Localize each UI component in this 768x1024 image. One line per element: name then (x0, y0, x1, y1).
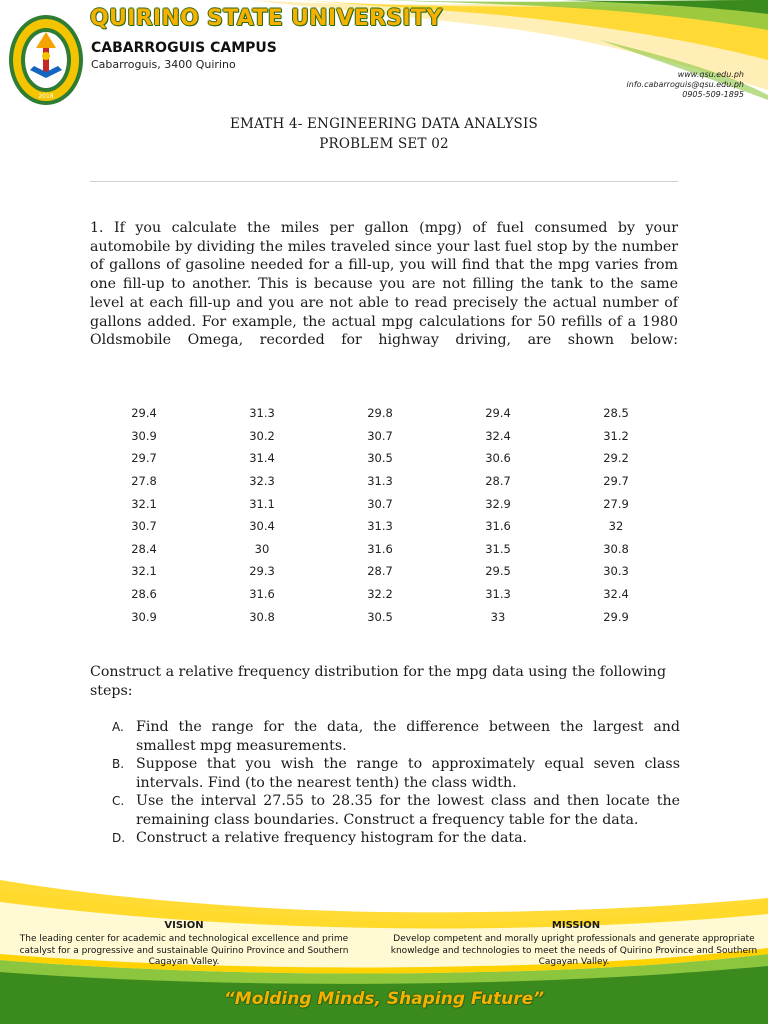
table-cell: 28.7 (367, 564, 393, 579)
step-item (112, 718, 680, 755)
table-cell: 30.9 (131, 609, 157, 624)
step-marker: A. (112, 720, 124, 734)
table-cell: 29.9 (603, 609, 629, 624)
table-row (85, 492, 675, 515)
table-cell: 31.3 (367, 474, 393, 489)
mission-text: Develop competent and morally upright professionals and generate appropriate knowledge and technologies to meet the needs of Quirino Province and Southern Cagayan Valley. (390, 934, 758, 967)
university-seal-logo (6, 8, 86, 108)
table-cell: 29.5 (485, 564, 511, 579)
table-cell: 30.7 (367, 428, 393, 443)
course-title: EMATH 4- ENGINEERING DATA ANALYSIS (230, 116, 538, 132)
website-link[interactable]: www.qsu.edu.ph (677, 70, 744, 79)
table-cell: 28.6 (131, 587, 157, 602)
table-cell: 28.7 (485, 474, 511, 489)
table-cell: 32.1 (131, 564, 157, 579)
table-row (85, 583, 675, 606)
steps-list (112, 718, 680, 848)
contact-block (627, 70, 744, 100)
table-cell: 31.3 (249, 406, 275, 421)
step-text: Suppose that you wish the range to approximately equal seven class intervals. Find (to the nearest tenth) the class width. (136, 756, 680, 791)
table-cell: 28.5 (603, 406, 629, 421)
vision-text: The leading center for academic and technological excellence and prime catalyst for a progressive and sustainable Quirino Province and Southern Cagayan Valley. (19, 934, 349, 967)
table-cell: 31.6 (485, 519, 511, 534)
table-row (85, 402, 675, 425)
table-cell: 30.9 (131, 428, 157, 443)
table-row (85, 560, 675, 583)
campus-address: Cabarroguis, 3400 Quirino (91, 58, 236, 71)
instruction-text: Construct a relative frequency distribution for the mpg data using the following steps: (90, 664, 667, 699)
table-row (85, 447, 675, 470)
table-cell: 32.4 (485, 428, 511, 443)
step-marker: B. (112, 757, 125, 771)
step-text: Construct a relative frequency histogram for the data. (136, 830, 528, 846)
table-cell: 29.2 (603, 451, 629, 466)
step-text: Find the range for the data, the difference between the largest and smallest mpg measurements. (136, 719, 680, 754)
table-cell: 30.5 (367, 451, 393, 466)
table-cell: 32.9 (485, 496, 511, 511)
email-link[interactable]: info.cabarroguis@qsu.edu.ph (626, 80, 744, 89)
table-cell: 32.1 (131, 496, 157, 511)
table-cell: 31.5 (485, 541, 511, 556)
table-cell: 30.4 (249, 519, 275, 534)
table-cell: 30.6 (485, 451, 511, 466)
table-cell: 31.6 (367, 541, 393, 556)
step-text: Use the interval 27.55 to 28.35 for the lowest class and then locate the remaining class boundaries. Construct a frequency table for the data. (136, 793, 680, 828)
problem-set-title: PROBLEM SET 02 (319, 136, 449, 152)
table-cell: 30 (254, 541, 270, 556)
step-marker: C. (112, 794, 125, 808)
table-cell: 27.8 (131, 474, 157, 489)
mission-heading: MISSION (551, 920, 601, 931)
step-item (112, 755, 680, 792)
table-cell: 29.4 (485, 406, 511, 421)
table-cell: 30.8 (603, 541, 629, 556)
mpg-data-table (85, 402, 675, 628)
table-cell: 32.4 (603, 587, 629, 602)
table-cell: 31.3 (367, 519, 393, 534)
table-cell: 31.6 (249, 587, 275, 602)
table-cell: 29.8 (367, 406, 393, 421)
table-row (85, 515, 675, 538)
table-cell: 31.2 (603, 428, 629, 443)
table-cell: 31.4 (249, 451, 275, 466)
slogan: “Molding Minds, Shaping Future” (223, 989, 545, 1009)
university-name: QUIRINO STATE UNIVERSITY (90, 6, 443, 31)
table-cell: 31.3 (485, 587, 511, 602)
vision-heading: VISION (164, 920, 204, 931)
table-cell: 30.2 (249, 428, 275, 443)
table-cell: 30.5 (367, 609, 393, 624)
divider (90, 181, 678, 182)
step-marker: D. (112, 831, 126, 845)
table-cell: 28.4 (131, 541, 157, 556)
step-item (112, 829, 680, 848)
table-cell: 32.3 (249, 474, 275, 489)
step-item (112, 792, 680, 829)
phone-number: 0905-509-1895 (682, 90, 744, 99)
table-row (85, 425, 675, 448)
table-row (85, 538, 675, 561)
table-cell: 31.1 (249, 496, 275, 511)
table-cell: 29.7 (603, 474, 629, 489)
table-cell: 30.7 (131, 519, 157, 534)
campus-name: CABARROGUIS CAMPUS (91, 40, 277, 56)
table-cell: 30.3 (603, 564, 629, 579)
table-cell: 32 (608, 519, 624, 534)
table-cell: 30.7 (367, 496, 393, 511)
seal-year: 2018 (38, 93, 54, 100)
table-cell: 29.3 (249, 564, 275, 579)
table-cell: 29.4 (131, 406, 157, 421)
table-row (85, 605, 675, 628)
problem-1-text: 1. If you calculate the miles per gallon (mpg) of fuel consumed by your automobile by dividing the miles traveled since your last fuel stop by the number of gallons of gasoline needed for a fill-up, you will find that the mpg varies from one fill-up to another. This is because you are not filling the tank to the same level at each fill-up and you are not able to read precisely the actual number of gallons added. For example, the actual mpg calculations for 50 refills of a 1980 Oldsmobile Omega, recorded for highway driving, are shown below: (90, 220, 678, 349)
table-cell: 33 (490, 609, 506, 624)
table-cell: 32.2 (367, 587, 393, 602)
table-row (85, 470, 675, 493)
table-cell: 27.9 (603, 496, 629, 511)
table-cell: 30.8 (249, 609, 275, 624)
table-cell: 29.7 (131, 451, 157, 466)
